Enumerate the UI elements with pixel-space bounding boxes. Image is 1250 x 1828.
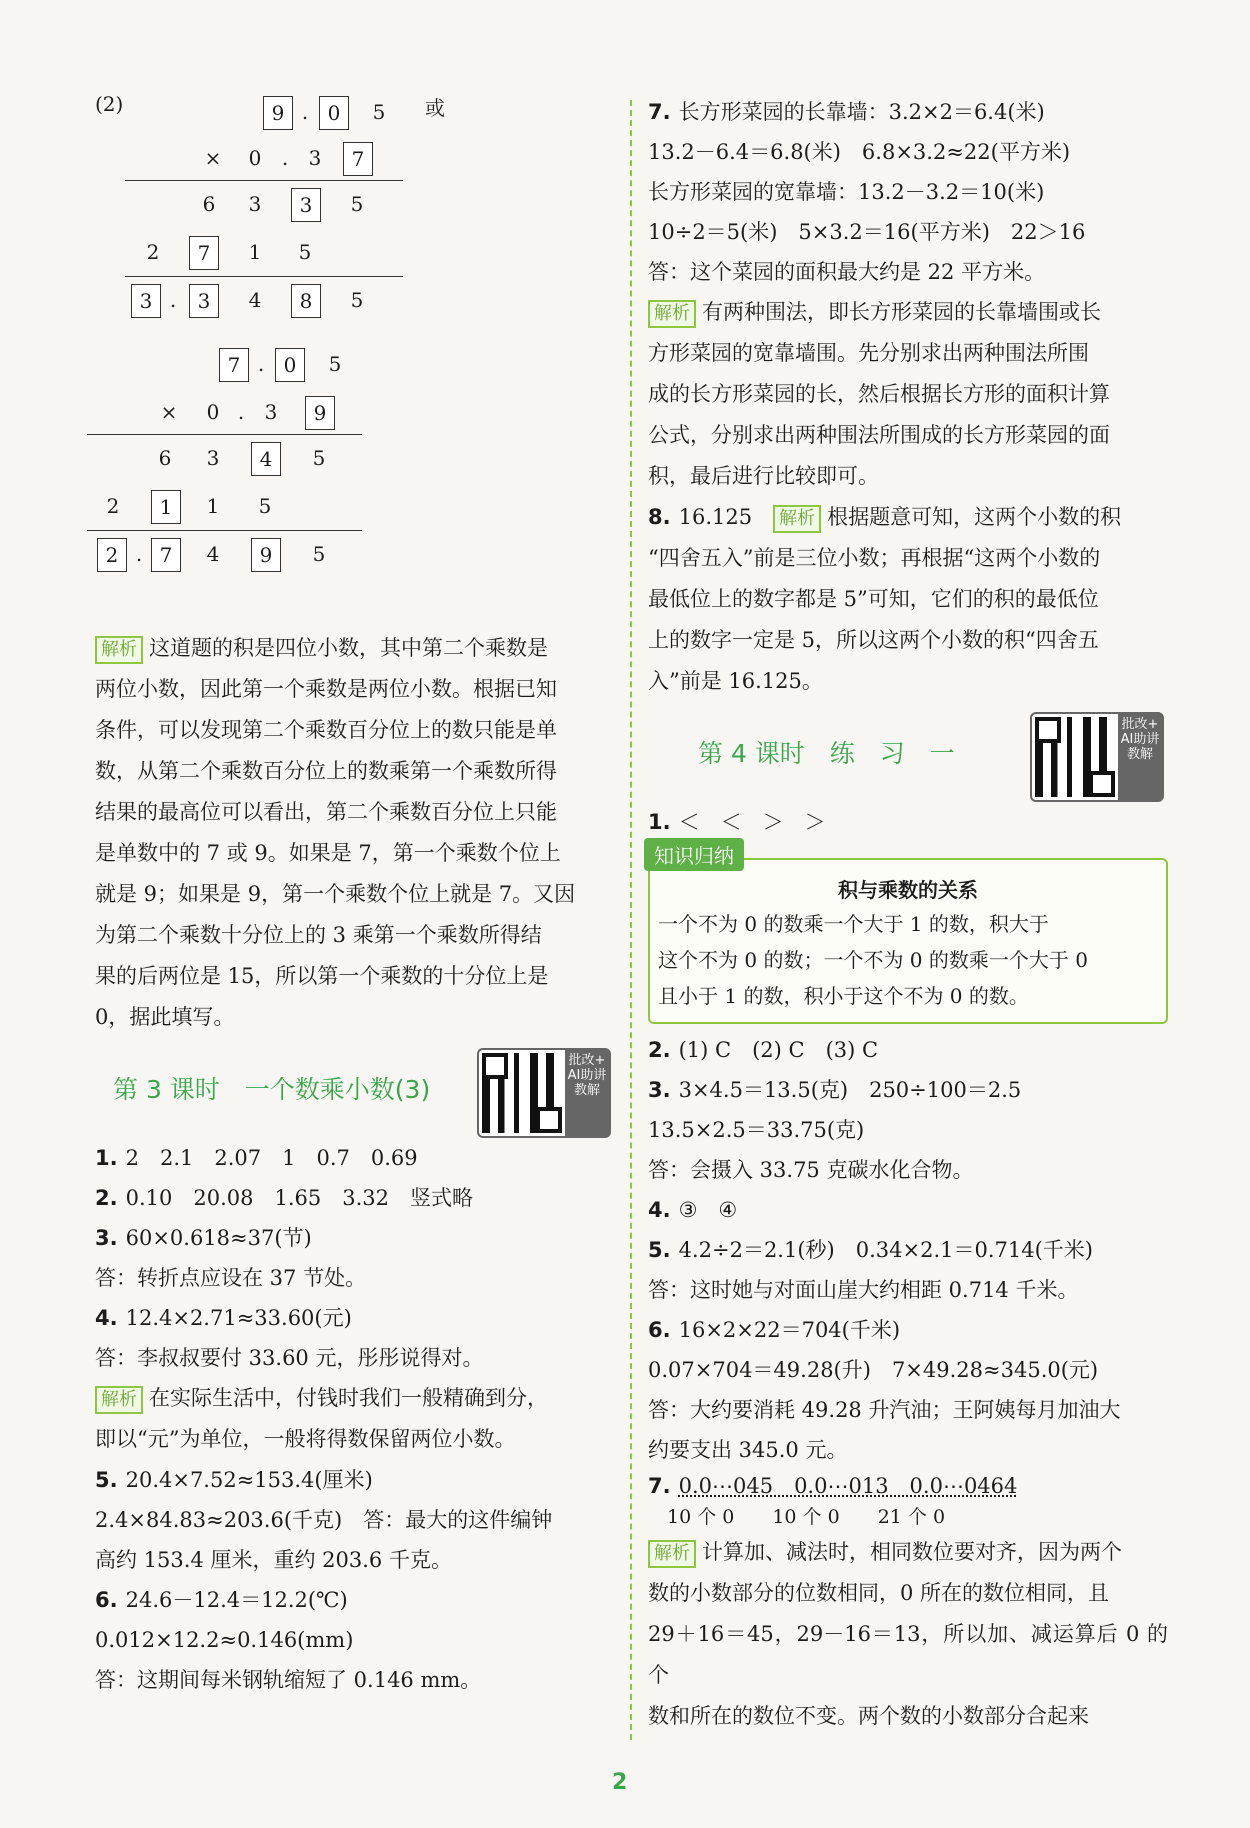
calc1-digit: 3 xyxy=(131,284,161,318)
knowledge-line: 一个不为 0 的数乘一个大于 1 的数，积大于 xyxy=(658,912,1049,936)
calc2-digit: 0 xyxy=(275,348,305,382)
calc2-digit: 5 xyxy=(312,542,326,566)
ai-tutor-label: 批改+AI助讲教解 xyxy=(1118,714,1162,800)
vertical-calculation xyxy=(95,92,615,628)
answer-line: 0.07×704＝49.28(升) 7×49.28≈345.0(元) xyxy=(648,1358,1099,1382)
answer-line: 答：会摄入 33.75 克碳水化合物。 xyxy=(648,1158,974,1182)
calc1-digit: 5 xyxy=(350,288,364,312)
calc1-digit: 2 xyxy=(146,240,160,264)
analysis-line: 为第二个乘数十分位上的 3 乘第一个乘数所得结 xyxy=(95,923,542,947)
answer-line: 答：这期间每米钢轨缩短了 0.146 mm。 xyxy=(95,1668,482,1692)
answer-line: 约要支出 345.0 元。 xyxy=(648,1438,848,1462)
answer-line: 3. 3×4.5＝13.5(克) 250÷100＝2.5 xyxy=(648,1078,1022,1102)
analysis-block: 8. 16.125 解析 根据题意可知，这两个小数的积 “四舍五入”前是三位小数；再根据“这两个小数的 最低位上的数字都是 5”可知，它们的积的最低位 上的数字一定是 5，所以这两个小数的积“四舍五 入”前是 16.125。 xyxy=(648,497,1168,702)
analysis-line: 数，从第二个乘数百分位上的数乘第一个乘数所得 xyxy=(95,759,557,783)
calc1-digit: 8 xyxy=(291,284,321,318)
answer-line: 2. 0.10 20.08 1.65 3.32 竖式略 xyxy=(95,1186,473,1210)
calc1-digit: 3 xyxy=(189,284,219,318)
calc2-times: × xyxy=(160,400,178,424)
calc1-times: × xyxy=(204,146,222,170)
calc2-point: . xyxy=(135,542,143,566)
calc1-line xyxy=(125,276,403,277)
analysis-line: 数和所在的数位不变。两个数的小数部分合起来 xyxy=(648,1704,1089,1728)
calc1-point: . xyxy=(301,100,309,124)
calc1-digit: 5 xyxy=(298,240,312,264)
analysis-line: 积，最后进行比较即可。 xyxy=(648,464,879,488)
analysis-block: 解析 在实际生活中，付钱时我们一般精确到分， 即以“元”为单位，一般将得数保留两位小数。 xyxy=(95,1378,615,1460)
qr-code-widget[interactable] xyxy=(1030,712,1164,802)
analysis-line: “四舍五入”前是三位小数；再根据“这两个小数的 xyxy=(648,546,1101,570)
calc2-digit: 2 xyxy=(106,494,120,518)
analysis-line: 方形菜园的宽靠墙围。先分别求出两种围法所围 xyxy=(648,341,1089,365)
answer-line: 长方形菜园的宽靠墙：13.2－3.2＝10(米) xyxy=(648,180,1045,204)
answer-line: 10÷2＝5(米) 5×3.2＝16(平方米) 22＞16 xyxy=(648,220,1086,244)
answer-line: 2. (1) C (2) C (3) C xyxy=(648,1038,879,1062)
calc1-digit: 3 xyxy=(308,146,322,170)
qr-code-icon xyxy=(1035,717,1115,797)
qr-code-icon xyxy=(482,1053,562,1133)
calc2-digit: 3 xyxy=(206,446,220,470)
analysis-line: 就是 9；如果是 9，第一个乘数个位上就是 7。又因 xyxy=(95,882,576,906)
analysis-line: 29＋16＝45，29－16＝13，所以加、减运算后 0 的个 xyxy=(648,1622,1168,1687)
calc-label: (2) xyxy=(95,92,124,116)
calc1-digit: 9 xyxy=(263,96,293,130)
analysis-line: 即以“元”为单位，一般将得数保留两位小数。 xyxy=(95,1427,516,1451)
answer-line: 答：这时她与对面山崖大约相距 0.714 千米。 xyxy=(648,1278,1079,1302)
calc1-digit: 1 xyxy=(248,240,262,264)
knowledge-line: 这个不为 0 的数；一个不为 0 的数乘一个大于 0 xyxy=(658,948,1088,972)
analysis-line: 果的后两位是 15，所以第一个乘数的十分位上是 xyxy=(95,964,549,988)
answer-line: 5. 20.4×7.52≈153.4(厘米) xyxy=(95,1468,373,1492)
calc1-digit: 5 xyxy=(350,192,364,216)
analysis-line: 最低位上的数字都是 5”可知，它们的积的最低位 xyxy=(648,587,1099,611)
calc1-digit: 6 xyxy=(202,192,216,216)
answer-line: 4. 12.4×2.71≈33.60(元) xyxy=(95,1306,352,1330)
knowledge-summary-box xyxy=(648,844,1168,1024)
calc1-point: . xyxy=(281,146,289,170)
answer-line: 7. 0.0⋯045 0.0⋯013 0.0⋯0464 xyxy=(648,1474,1018,1498)
calc2-line xyxy=(87,434,362,435)
answer-line: 答：转折点应设在 37 节处。 xyxy=(95,1266,367,1290)
calc1-digit: 3 xyxy=(291,188,321,222)
calc2-digit: 5 xyxy=(312,446,326,470)
column-divider xyxy=(630,100,632,1740)
calc2-digit: 2 xyxy=(97,538,127,572)
answer-line: 6. 24.6－12.4＝12.2(℃) xyxy=(95,1588,348,1612)
calc1-digit: 5 xyxy=(372,100,386,124)
calc2-digit: 7 xyxy=(151,538,181,572)
answer-line: 13.2－6.4＝6.8(米) 6.8×3.2≈22(平方米) xyxy=(648,140,1071,164)
analysis-tag: 解析 xyxy=(95,636,143,664)
lesson-header xyxy=(648,702,1168,802)
analysis-line: 两位小数，因此第一个乘数是两位小数。根据已知 xyxy=(95,677,557,701)
analysis-tag: 解析 xyxy=(95,1386,143,1414)
knowledge-summary-head: 知识归纳 xyxy=(644,838,744,871)
calc2-digit: 5 xyxy=(258,494,272,518)
lesson-header xyxy=(95,1038,615,1138)
calc1-digit: 7 xyxy=(189,236,219,270)
calc2-digit: 0 xyxy=(206,400,220,424)
calc2-digit: 4 xyxy=(206,542,220,566)
ai-tutor-label: 批改+AI助讲教解 xyxy=(565,1050,609,1136)
calc2-digit: 6 xyxy=(158,446,172,470)
analysis-block: 解析 计算加、减法时，相同数位要对齐，因为两个 数的小数部分的位数相同，0 所在的数位相同，且 29＋16＝45，29－16＝13，所以加、减运算后 0 的个 数和所在的数位不变。两个数的小数部分合起来 xyxy=(648,1532,1168,1737)
calc-or: 或 xyxy=(425,96,445,120)
calc1-digit: 0 xyxy=(248,146,262,170)
lesson-title: 第 3 课时 一个数乘小数(3) xyxy=(113,1075,431,1104)
analysis-line: 0，据此填写。 xyxy=(95,1005,235,1029)
analysis-line: 是单数中的 7 或 9。如果是 7，第一个乘数个位上 xyxy=(95,841,561,865)
knowledge-title: 积与乘数的关系 xyxy=(838,878,978,902)
answer-line: 2.4×84.83≈203.6(千克) 答：最大的这件编钟 xyxy=(95,1508,553,1532)
qr-code-widget[interactable] xyxy=(477,1048,611,1138)
answer-line: 0.012×12.2≈0.146(mm) xyxy=(95,1628,354,1652)
analysis-block: 解析 有两种围法，即长方形菜园的长靠墙围或长 方形菜园的宽靠墙围。先分别求出两种围法所围 成的长方形菜园的长，然后根据长方形的面积计算 公式，分别求出两种围法所围成的长方形菜园的面 积，最后进行比较即可。 xyxy=(648,292,1168,497)
answers-list xyxy=(95,1138,615,1700)
answer-line: 5. 4.2÷2＝2.1(秒) 0.34×2.1＝0.714(千米) xyxy=(648,1238,1093,1262)
analysis-tag: 解析 xyxy=(648,1540,696,1568)
calc2-digit: 1 xyxy=(206,494,220,518)
answer-line: 3. 60×0.618≈37(节) xyxy=(95,1226,312,1250)
analysis-tag: 解析 xyxy=(773,505,821,533)
answer-line: 4. ③ ④ xyxy=(648,1198,738,1222)
answer-line: 1. ＜ ＜ ＞ ＞ xyxy=(648,810,826,834)
analysis-line: 结果的最高位可以看出，第二个乘数百分位上只能 xyxy=(95,800,557,824)
analysis-line: 入”前是 16.125。 xyxy=(648,669,823,693)
calc1-digit: 3 xyxy=(248,192,262,216)
left-column xyxy=(95,92,615,1700)
calc1-digit: 4 xyxy=(248,288,262,312)
calc2-digit: 7 xyxy=(219,348,249,382)
calc2-digit: 5 xyxy=(328,352,342,376)
answer-line: 答：这个菜园的面积最大约是 22 平方米。 xyxy=(648,260,1046,284)
calc1-point: . xyxy=(169,288,177,312)
calc2-point: . xyxy=(237,400,245,424)
knowledge-line: 且小于 1 的数，积小于这个不为 0 的数。 xyxy=(658,984,1029,1008)
analysis-tag: 解析 xyxy=(648,300,696,328)
calc2-digit: 3 xyxy=(264,400,278,424)
answer-line: 13.5×2.5＝33.75(克) xyxy=(648,1118,865,1142)
lesson-title: 第 4 课时 练 习 一 xyxy=(698,739,955,768)
analysis-line: 数的小数部分的位数相同，0 所在的数位相同，且 xyxy=(648,1581,1110,1605)
answer-line: 答：大约要消耗 49.28 升汽油；王阿姨每月加油大 xyxy=(648,1398,1121,1422)
analysis-line: 上的数字一定是 5，所以这两个小数的积“四舍五 xyxy=(648,628,1099,652)
calc1-digit: 7 xyxy=(343,142,373,176)
answer-line: 6. 16×2×22＝704(千米) xyxy=(648,1318,901,1342)
answer-line: 答：李叔叔要付 33.60 元，彤彤说得对。 xyxy=(95,1346,484,1370)
analysis-line: 这道题的积是四位小数，其中第二个乘数是 xyxy=(149,636,548,660)
analysis-line: 条件，可以发现第二个乘数百分位上的数只能是单 xyxy=(95,718,557,742)
page-number: 2 xyxy=(612,1770,628,1795)
calc1-line xyxy=(125,180,403,181)
answer-line: 10 个 0 10 个 0 21 个 0 xyxy=(648,1506,946,1528)
calc2-digit: 1 xyxy=(151,490,181,524)
calc2-point: . xyxy=(257,352,265,376)
analysis-line: 公式，分别求出两种围法所围成的长方形菜园的面 xyxy=(648,423,1110,447)
calc2-digit: 9 xyxy=(305,396,335,430)
calc2-digit: 4 xyxy=(251,442,281,476)
answer-line: 高约 153.4 厘米，重约 203.6 千克。 xyxy=(95,1548,452,1572)
analysis-block xyxy=(95,628,615,1038)
calc1-digit: 0 xyxy=(319,96,349,130)
calc2-line xyxy=(87,530,362,531)
analysis-line: 成的长方形菜园的长，然后根据长方形的面积计算 xyxy=(648,382,1110,406)
calc2-digit: 9 xyxy=(251,538,281,572)
answer-line: 7. 长方形菜园的长靠墙：3.2×2＝6.4(米) xyxy=(648,100,1045,124)
right-column xyxy=(648,92,1168,1737)
answer-line: 1. 2 2.1 2.07 1 0.7 0.69 xyxy=(95,1146,418,1170)
